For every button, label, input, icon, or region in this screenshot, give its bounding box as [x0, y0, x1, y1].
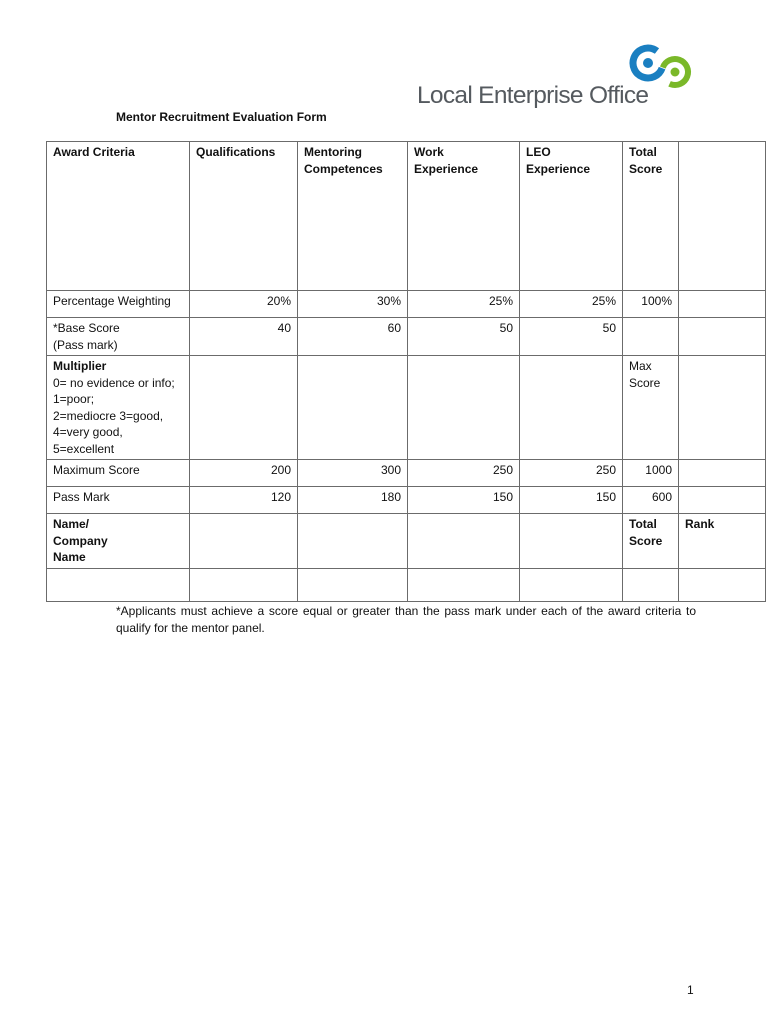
- empty-cell: [679, 318, 766, 356]
- max-score-label: Max Score: [623, 356, 679, 460]
- pass-mark-work: 150: [408, 487, 520, 514]
- rank-label: Rank: [679, 514, 766, 569]
- pass-mark-row: [47, 487, 766, 514]
- entry-row: [47, 568, 766, 601]
- percentage-row: [47, 291, 766, 318]
- name-header-row: [47, 514, 766, 569]
- empty-cell: [679, 487, 766, 514]
- empty-cell: [623, 318, 679, 356]
- logo-text: Local Enterprise Office: [417, 82, 649, 109]
- percentage-work: 25%: [408, 291, 520, 318]
- maximum-qualifications: 200: [190, 460, 298, 487]
- pass-mark-mentoring: 180: [298, 487, 408, 514]
- maximum-mentoring: 300: [298, 460, 408, 487]
- percentage-label: Percentage Weighting: [47, 291, 190, 318]
- maximum-score-label: Maximum Score: [47, 460, 190, 487]
- multiplier-qualifications: [190, 356, 298, 460]
- pass-mark-total: 600: [623, 487, 679, 514]
- empty-cell: [679, 356, 766, 460]
- evaluation-table: [46, 141, 766, 602]
- maximum-work: 250: [408, 460, 520, 487]
- multiplier-leo: [520, 356, 623, 460]
- qualifications-header: Qualifications: [190, 142, 298, 291]
- work-experience-header: Work Experience: [408, 142, 520, 291]
- pass-mark-label: Pass Mark: [47, 487, 190, 514]
- percentage-leo: 25%: [520, 291, 623, 318]
- leo-experience-header: LEO Experience: [520, 142, 623, 291]
- base-score-work: 50: [408, 318, 520, 356]
- percentage-qualifications: 20%: [190, 291, 298, 318]
- local-enterprise-office-logo: [416, 40, 706, 115]
- empty-header-cell: [679, 142, 766, 291]
- percentage-mentoring: 30%: [298, 291, 408, 318]
- base-score-qualifications: 40: [190, 318, 298, 356]
- maximum-total: 1000: [623, 460, 679, 487]
- empty-cell: [298, 514, 408, 569]
- entry-rank-cell[interactable]: [679, 568, 766, 601]
- total-score-label: Total Score: [623, 514, 679, 569]
- multiplier-mentoring: [298, 356, 408, 460]
- company-name-label: Name/ Company Name: [47, 514, 190, 569]
- maximum-score-row: [47, 460, 766, 487]
- entry-leo-cell[interactable]: [520, 568, 623, 601]
- pass-mark-leo: 150: [520, 487, 623, 514]
- base-score-mentoring: 60: [298, 318, 408, 356]
- multiplier-label: Multiplier 0= no evidence or info; 1=poor; 2=mediocre 3=good, 4=very good, 5=excellent: [47, 356, 190, 460]
- empty-cell: [520, 514, 623, 569]
- entry-work-cell[interactable]: [408, 568, 520, 601]
- base-score-leo: 50: [520, 318, 623, 356]
- header-row: [47, 142, 766, 291]
- empty-cell: [408, 514, 520, 569]
- multiplier-work: [408, 356, 520, 460]
- entry-total-cell[interactable]: [623, 568, 679, 601]
- page-number: 1: [687, 983, 694, 997]
- mentoring-header: Mentoring Competences: [298, 142, 408, 291]
- award-criteria-header: Award Criteria: [47, 142, 190, 291]
- entry-mentoring-cell[interactable]: [298, 568, 408, 601]
- base-score-label: *Base Score (Pass mark): [47, 318, 190, 356]
- footnote: *Applicants must achieve a score equal or greater than the pass mark under each of the award criteria to qualify for the mentor panel.: [116, 604, 696, 635]
- entry-qualifications-cell[interactable]: [190, 568, 298, 601]
- base-score-row: [47, 318, 766, 356]
- percentage-total: 100%: [623, 291, 679, 318]
- multiplier-row: [47, 356, 766, 460]
- total-score-header: Total Score: [623, 142, 679, 291]
- empty-cell: [679, 291, 766, 318]
- form-title: Mentor Recruitment Evaluation Form: [116, 110, 327, 124]
- empty-cell: [190, 514, 298, 569]
- empty-cell: [679, 460, 766, 487]
- maximum-leo: 250: [520, 460, 623, 487]
- entry-name-cell[interactable]: [47, 568, 190, 601]
- pass-mark-qualifications: 120: [190, 487, 298, 514]
